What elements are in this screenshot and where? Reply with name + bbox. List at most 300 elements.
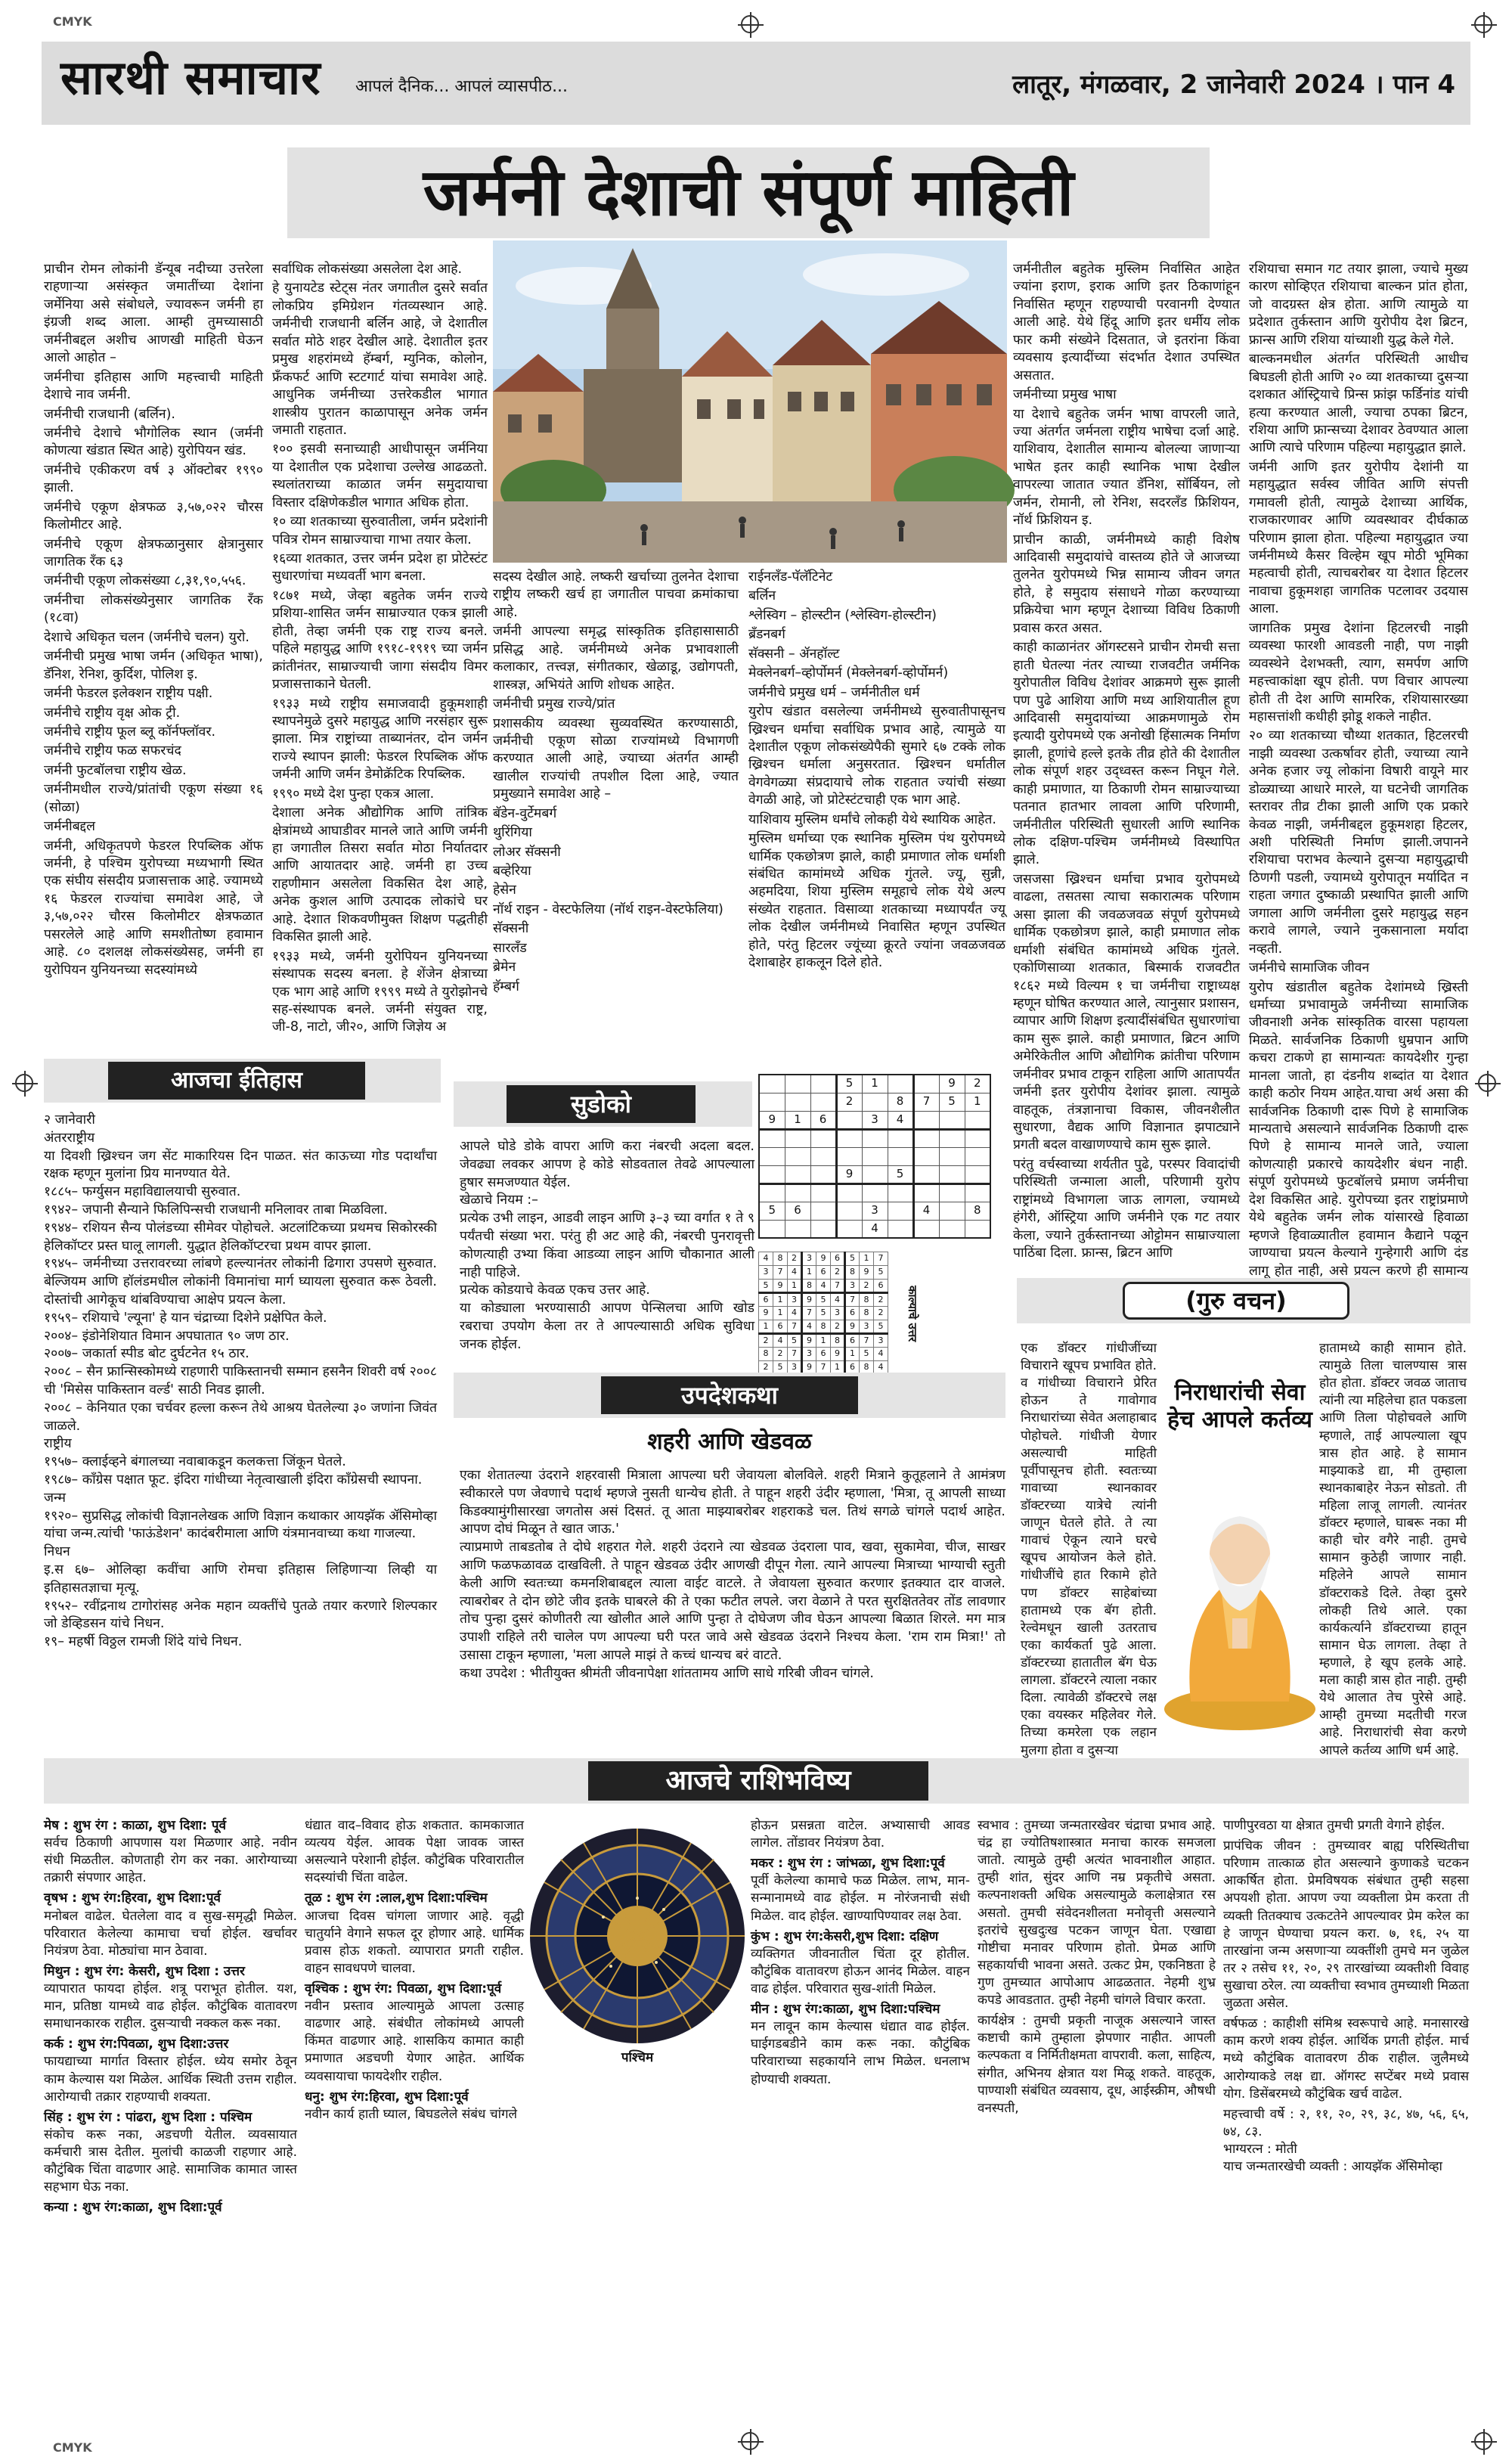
- paragraph: प्राचीन काळी, जर्मनीमध्ये काही विशेष आदिवासी समुदायांचे वास्तव्य होते जे आजच्या तुलनेत युरोपमध्ये भिन्न सामान्य जीवन जगत होते, हे समुदाय संसाधने गोळा करण्याच्या प्रक्रियेचा भाग म्हणून देशाच्या विविध ठिकाणी प्रवास करत असत.: [1013, 532, 1240, 636]
- sudoku-solution-cell: 6: [816, 1266, 831, 1280]
- sudoku-solution-cell: 2: [831, 1266, 845, 1280]
- sudoku-solution-cell: 8: [802, 1280, 816, 1293]
- sudoku-solution-cell: 3: [759, 1266, 773, 1280]
- sudoku-grid[interactable]: [758, 1074, 991, 1239]
- paragraph: १० व्या शतकाच्या सुरुवातीला, जर्मन प्रदेशांनी पवित्र रोमन साम्राज्याचा गाभा तयार केला.: [272, 514, 488, 548]
- paragraph: १९८७– काँग्रेस पक्षात फूट. इंदिरा गांधीच्या नेतृत्वाखाली इंदिरा काँग्रेसची स्थापना.: [44, 1472, 423, 1487]
- sudoku-cell[interactable]: [939, 1202, 965, 1220]
- rashi-sign: सिंह : शुभ रंग : पांढरा, शुभ दिशा : पश्चिम: [44, 2109, 253, 2125]
- sudoku-solution-cell: 7: [802, 1307, 816, 1320]
- sudoku-cell[interactable]: [759, 1147, 785, 1165]
- sudoku-solution-cell: 1: [845, 1348, 860, 1361]
- paragraph: निधन: [44, 1544, 70, 1560]
- paragraph: आपले घोडे डोके वापरा आणि करा नंबरची अदला बदल. जेवढ्या लवकर आपण हे कोडे सोडवताल तेवढे आपल्याला हुषार समजण्यात येईल.: [460, 1139, 754, 1190]
- paragraph: १९४४– रशियन सैन्य पोलंडच्या सीमेवर पोहोचले. अटलांटिकच्या प्रथमच सिकोरस्की हेलिकॉप्टर प्रस्त घालू लागली. युद्धात हेलिकॉप्टरचा प्रथम वापर झाला.: [44, 1220, 437, 1254]
- sudoku-solution-cell: 3: [802, 1348, 816, 1361]
- rashi-item: [305, 2089, 524, 2123]
- sudoku-cell[interactable]: [888, 1147, 913, 1165]
- sudoku-cell[interactable]: [965, 1111, 990, 1129]
- paragraph: मेक्लेनबर्ग–व्होर्पोमर्न (मेक्लेनबर्ग-व्होर्पोमर्न): [748, 665, 949, 681]
- sudoku-cell[interactable]: [785, 1165, 810, 1183]
- sudoku-solution-cell: 8: [816, 1320, 831, 1334]
- sudoku-solution-cell: 3: [788, 1361, 802, 1375]
- sudoku-cell[interactable]: [965, 1220, 990, 1238]
- paragraph: प्राचीन रोमन लोकांनी डॅन्यूब नदीच्या उत्तरेला राहणाऱ्या असंस्कृत जमातींच्या देशांना जर्मेनिया असे संबोधले, ज्यावरून जर्मनी हा इंग्रजी शब्द आला. आम्ही तुमच्यासाठी जर्मनीबद्दल अशीच आणखी माहिती घेऊन आलो आहोत –: [44, 262, 263, 366]
- sudoku-cell[interactable]: [810, 1093, 836, 1111]
- sudoku-cell[interactable]: [785, 1075, 810, 1093]
- sudoku-cell[interactable]: [836, 1220, 862, 1238]
- rashi-sign: कर्क : शुभ रंग:पिवळा, शुभ दिशा:उत्तर: [44, 2037, 229, 2052]
- paragraph: प्रशासकीय व्यवस्था सुव्यवस्थित करण्यासाठी, जर्मनीची एकूण सोळा राज्यांमध्ये विभागणी करण्यात आली आहे, ज्याच्या अंतर्गत आम्ही खालील राज्यांची तपशील दिला आहे, ज्यात प्रमुख्याने समावेश आहे –: [493, 715, 739, 802]
- sudoku-cell[interactable]: [810, 1165, 836, 1183]
- sudoku-solution-cell: 4: [831, 1293, 845, 1307]
- sudoku-cell[interactable]: [913, 1147, 939, 1165]
- sudoku-solution-cell: 1: [773, 1293, 788, 1307]
- paragraph: जर्मनी फेडरल इलेक्शन राष्ट्रीय पक्षी.: [44, 686, 213, 702]
- sudoku-solution-cell: 5: [816, 1307, 831, 1320]
- page-headline: जर्मनी देशाची संपूर्ण माहिती: [423, 155, 1074, 231]
- sudoku-cell[interactable]: [862, 1093, 888, 1111]
- paragraph: १९– महर्षी विठ्ठल रामजी शिंदे यांचे निधन.: [44, 1634, 243, 1650]
- sudoku-cell[interactable]: [759, 1220, 785, 1238]
- rashi-item: [44, 1890, 297, 1959]
- rashi-column-3: [751, 1817, 970, 2422]
- sudoku-cell[interactable]: 2: [965, 1075, 990, 1093]
- sudoku-cell[interactable]: 1: [965, 1093, 990, 1111]
- sudoku-cell[interactable]: [913, 1165, 939, 1183]
- sudoku-solution-cell: 6: [845, 1361, 860, 1375]
- guru-section: [1017, 1270, 1470, 1758]
- sudoku-cell[interactable]: [862, 1147, 888, 1165]
- paragraph: जर्मनीचे राष्ट्रीय फूल ब्लू कॉर्नफ्लॉवर.: [44, 724, 216, 740]
- paragraph: बर्लिन: [748, 588, 776, 604]
- sudoku-cell[interactable]: 3: [862, 1111, 888, 1129]
- sudoku-solution-cell: 6: [845, 1307, 860, 1320]
- sudoku-cell[interactable]: [759, 1165, 785, 1183]
- rashi-text: नवीन प्रस्ताव आल्यामुळे आपला उत्साह वाढणार आहे. संबंधीत लोकांमध्ये आपली किंमत वाढणार आहे. शासकिय कामात काही प्रमाणात अडचणी येणार आहेत. आर्थिक व्यवसायाचा फायदेशीर राहील.: [305, 1999, 524, 2084]
- masthead-title: सारथी समाचार: [60, 50, 321, 105]
- sage-illustration-icon: [1160, 1475, 1319, 1732]
- paragraph: सॅक्सनी – ॲनहॉल्ट: [748, 646, 840, 662]
- sudoku-cell[interactable]: [888, 1183, 913, 1202]
- rashi-birthday-career-cont: पाणीपुरवठा या क्षेत्रात तुमची प्रगती वेगाने होईल.: [1223, 1818, 1445, 1833]
- sudoku-cell[interactable]: 5: [939, 1093, 965, 1111]
- rashi-section: [44, 1758, 1469, 2424]
- article-column-2: [272, 261, 488, 1035]
- sudoku-cell[interactable]: 9: [759, 1111, 785, 1129]
- paragraph: जर्मनीची प्रमुख भाषा जर्मन (अधिकृत भाषा), डॅनिश, रेनिश, कुर्दिश, पोलिश इ.: [44, 649, 263, 682]
- sudoku-solution-cell: 1: [860, 1252, 874, 1266]
- sudoku-solution-cell: 9: [802, 1293, 816, 1307]
- sudoku-solution-cell: 7: [874, 1252, 888, 1266]
- sudoku-cell[interactable]: [939, 1129, 965, 1147]
- paragraph: हे युनायटेड स्टेट्स नंतर जगातील दुसरे सर्वात लोकप्रिय इमिग्रेशन गंतव्यस्थान आहे. जर्मनीची राजधानी बर्लिन आहे, जे देशातील सर्वात मोठे शहर देखील आहे. देशातील इतर प्रमुख शहरांमध्ये हॅम्बर्ग, म्युनिक, कोलोन, फ्रँकफर्ट आणि स्टटगार्ट यांचा समावेश आहे. आधुनिक जर्मनीच्या उत्तरेकडील भागात शास्त्रीय पुरातन काळापासून अनेक जर्मन जमाती राहतात.: [272, 281, 488, 438]
- sudoku-solution-cell: 4: [773, 1334, 788, 1348]
- sudoku-cell[interactable]: [862, 1165, 888, 1183]
- sudoku-cell[interactable]: [939, 1220, 965, 1238]
- sudoku-heading: सुडोको: [507, 1085, 696, 1123]
- sudoku-cell[interactable]: [939, 1147, 965, 1165]
- paragraph: एका शेतातल्या उंदराने शहरवासी मित्राला आपल्या घरी जेवायला बोलविले. शहरी मित्राने कुतूहलाने ते आमंत्रण स्वीकारले पण जेवणाचे पदार्थ म्हणजे नुसती धान्येच होती. ते पाहून शहरी उंदीर म्हणाला, 'मित्रा, तू आपली साध्या किडक्यामुंगीसारखा जगतोस असं दिसतं. तू आता माझ्याबरोबर शहराकडे चल. तिथं सगळे चांगले पदार्थ आहेत. आपण दोघं मिळून ते खात जाऊ.': [460, 1468, 1005, 1537]
- sudoku-cell[interactable]: [810, 1220, 836, 1238]
- paragraph: सॅक्सनी: [493, 921, 529, 937]
- paragraph: जर्मनीची प्रमुख राज्ये/प्रांत: [493, 696, 615, 712]
- sudoku-solution-cell: 8: [845, 1266, 860, 1280]
- paragraph: युरोप खंडात वसलेल्या जर्मनीमध्ये सुरुवातीपासूनच ख्रिश्चन धर्माचा सर्वाधिक प्रभाव आहे, त्यामुळे या देशातील एकूण लोकसंख्येपैकी सुमारे ६७ टक्के लोक ख्रिश्चन धर्माला अनुसरतात. ख्रिश्चन धर्मातील वेगवेगळ्या संप्रदायाचे लोक राहतात ज्यांची संख्या वेगळी आहे, जो प्रोटेस्टंटचाही एक भाग आहे.: [748, 704, 1005, 808]
- sudoku-cell[interactable]: 9: [836, 1165, 862, 1183]
- sudoku-solution-cell: 4: [788, 1266, 802, 1280]
- itihas-heading: आजचा ईतिहास: [108, 1062, 365, 1100]
- rashi-text: व्यापारात फायदा होईल. शत्रू पराभूत होतील. यश, मान, प्रतिष्ठा यामध्ये वाढ होईल. कौटुंबिक वातावरण समाधानकारक राहील. दुसऱ्याची नक्कल करू नका.: [44, 1981, 297, 2032]
- rashi-text: होऊन प्रसन्नता वाटेल. अभ्यासाची आवड लागेल. तोंडावर नियंत्रण ठेवा.: [751, 1818, 970, 1851]
- paragraph: या देशाचे बहुतेक जर्मन भाषा वापरली जाते, ज्या अंतर्गत जर्मनला राष्ट्रीय भाषेचा दर्जा आहे. याशिवाय, देशातील सामान्य बोलल्या जाणाऱ्या भाषेत इतर काही स्थानिक भाषा देखील वापरल्या जातात ज्यात डॅनिश, सॉर्बियन, लो जर्मन, रोमानी, लो रेनिश, सदरलँड फ्रिशियन, नॉर्थ फ्रिशियन इ.: [1013, 406, 1240, 529]
- sudoku-cell[interactable]: 6: [785, 1202, 810, 1220]
- sudoku-cell[interactable]: [939, 1183, 965, 1202]
- sudoku-solution-cell: 6: [759, 1293, 773, 1307]
- sudoku-solution-cell: 9: [831, 1348, 845, 1361]
- sudoku-solution-cell: 8: [831, 1334, 845, 1348]
- paragraph: नॉर्थ राइन - वेस्टफेलिया (नॉर्थ राइन-वेस्टफेलिया): [493, 901, 723, 917]
- paragraph: २० व्या शतकाच्या चौथ्या शतकात, हिटलरची नाझी व्यवस्था उत्कर्षावर होती, ज्याच्या त्याने अनेक हजार ज्यू लोकांना विषारी वायूने मार डोळ्याच्या आधारे मारले, या घटनेची जागतिक स्तरावर तीव्र टीका झाली आणि एक प्रकारे केवळ नाझी, जर्मनीबद्दल हुकूमशहा हिटलर, अशी परिस्थिती निर्माण झाली.जपानने रशियाचा पराभव केल्याने दुसऱ्या महायुद्धाची ठिणगी पडली, ज्यामध्ये युरोपातून मर्यादित न राहता जगात दुष्काळी प्रस्थापित झाली आणि जगाला आणि जर्मनीला दुसरे महायुद्ध सहन करावे लागले, ज्याने नुकसानाला मर्यादा नव्हती.: [1249, 728, 1468, 957]
- rashi-birthday-family: प्रापंचिक जीवन : तुमच्यावर बाह्य परिस्थितीचा परिणाम तात्काळ होत असल्याने कुणाकडे चटकन आकर्षित होता. प्रेमविषयक संबंधात तुम्ही सहसा अपयशी होता. आपण ज्या व्यक्तीला प्रेम करता ती व्यक्ती तितक्याच उत्कटतेने आपल्यावर प्रेम करेल का हे जाणून घेण्याचा प्रयत्न करा. ७, १६, २५ या तारखांना जन्म असणाऱ्या व्यक्तींशी तुमचे मन जुळेल तर २ तसेच ११, २०, २९ तारखांच्या व्यक्तीशी विवाह सुखाचा ठरेल. त्या व्यक्तीचा स्वभाव तुमच्याशी मिळता जुळता असेल.: [1223, 1838, 1469, 2012]
- sudoku-cell[interactable]: [836, 1202, 862, 1220]
- rashi-heading: आजचे राशिभविष्य: [588, 1761, 928, 1801]
- paragraph: जर्मनी आणि इतर युरोपीय देशांनी या महायुद्धात सर्वस्व जीवित आणि संपत्ती गमावली होती, त्यामुळे देशाच्या आर्थिक, राजकारणावर आणि व्यवस्थावर दीर्घकाळ परिणाम झाला होता. पहिल्या महायुद्धात ज्या जर्मनीमध्ये कैसर विल्हेम खूप मोठी भूमिका महत्वाची होती, त्याचबरोबर या देशात हिटलर नावाचा हुकूमशहा जागतिक पटलावर उदयास आला.: [1249, 459, 1468, 617]
- paragraph: जर्मनीची एकूण लोकसंख्या ८,३१,९०,५५६.: [44, 573, 246, 589]
- sudoku-solution-cell: 3: [860, 1320, 874, 1334]
- sudoku-cell[interactable]: [785, 1147, 810, 1165]
- rashi-text: फायद्याच्या मार्गात विस्तार होईल. ध्येय समोर ठेवून काम केल्यास यश मिळेल. आर्थिक स्थिती उत्तम राहील. आरोग्याची तक्रार राहण्याची शक्यता.: [44, 2054, 297, 2105]
- sudoku-solution-cell: 6: [816, 1348, 831, 1361]
- sudoku-cell[interactable]: [836, 1129, 862, 1147]
- paragraph: १८८५– फर्ग्युसन महाविद्यालयाची सुरुवात.: [44, 1184, 241, 1200]
- sudoku-solution-cell: 5: [816, 1293, 831, 1307]
- sudoku-answer-label: काल्याचे उत्तर: [905, 1286, 919, 1342]
- paragraph: बॅडेन-वुर्टेमबर्ग: [493, 805, 557, 821]
- sudoku-cell[interactable]: [888, 1220, 913, 1238]
- rashi-text: मन लावून काम केल्यास धंद्यात वाढ होईल. घाईगडबडीने काम करू नका. कौटुंबिक परिवाराच्या सहकार्याने लाभ मिळेल. धनलाभ होण्याची शक्यता.: [751, 2019, 970, 2087]
- rashi-birthday-career: कार्यक्षेत्र : तुमची प्रकृती नाजूक असल्याने जास्त कष्टाची कामे तुम्हाला झेपणार नाहीत. आपली कल्पकता व निर्मितीक्षमता वापरावी. कला, साहित्य, संगीत, अभिनय क्षेत्रात यश मिळू शकते. वाहतूक, पाण्याशी संबंधित व्यवसाय, दूध, आईस्क्रीम, औषधी वनस्पती,: [978, 2013, 1216, 2116]
- sudoku-cell[interactable]: [965, 1183, 990, 1202]
- sudoku-solution-cell: 5: [860, 1348, 874, 1361]
- paragraph: जर्मनीचे एकीकरण वर्ष ३ ऑक्टोबर १९९० झाली.: [44, 462, 263, 496]
- sudoku-solution-cell: 5: [874, 1320, 888, 1334]
- sudoku-solution-cell: 5: [874, 1266, 888, 1280]
- rashi-text: मनोबल वाढेल. घेतलेला वाद व सुख-समृद्धी मिळेल. परिवारात केलेल्या कामाचा चर्चा होईल. खर्चावर नियंत्रण ठेवा. मोठ्यांचा मान ठेवावा.: [44, 1908, 297, 1959]
- paragraph: जर्मनीचे देशाचे भौगोलिक स्थान (जर्मनी कोणत्या खंडात स्थित आहे) युरोपियन खंड.: [44, 425, 263, 459]
- rashi-birthday-nature: स्वभाव : तुमच्या जन्मतारखेवर चंद्राचा प्रभाव आहे. चंद्र हा ज्योतिषशास्त्रात मनाचा कारक समजला जातो. त्यामुळे तुम्ही अत्यंत भावनाशील आहात. तुम्ही शांत, सुंदर आणि नम्र प्रकृतीचे असता. कल्पनाशक्ती अधिक असल्यामुळे कलाक्षेत्रात रस असतो. तुमची संवेदनशीलता मनोवृत्ती असल्याने इतरांचे सुखदुःख पटकन जाणून घेता. एखाद्या गोष्टीचा मनावर परिणाम होतो. प्रेमळ आणि सहकार्याची भावना असते. उत्कट प्रेम, एकनिष्ठता हे गुण तुमच्यात आपोआप आढळतात. नेहमी शुभ्र कपडे आवडतात. तुम्ही नेहमी चांगले विचार करता.: [978, 1818, 1216, 2009]
- paragraph: देशाचे अधिकृत चलन (जर्मनीचे चलन) युरो.: [44, 629, 249, 645]
- sudoku-solution-cell: 7: [788, 1320, 802, 1334]
- rashi-item: [44, 2199, 297, 2216]
- sudoku-cell[interactable]: [785, 1183, 810, 1202]
- upadesh-body: [460, 1467, 1005, 1732]
- sudoku-solution-cell: 2: [759, 1361, 773, 1375]
- rashi-column-1: [44, 1817, 297, 2422]
- sudoku-solution-cell: 1: [759, 1320, 773, 1334]
- paragraph: २००७– जकार्ता स्पीड बोट दुर्घटनेत १५ ठार.: [44, 1346, 249, 1362]
- sudoku-solution-cell: 6: [831, 1252, 845, 1266]
- sudoku-solution-cell: 1: [816, 1334, 831, 1348]
- paragraph: १६व्या शतकात, उत्तर जर्मन प्रदेश हा प्रोटेस्टंट सुधारणांचा मध्यवर्ती भाग बनला.: [272, 551, 488, 585]
- sudoku-solution-cell: 3: [845, 1280, 860, 1293]
- paragraph: अंतरराष्ट्रीय: [44, 1130, 95, 1146]
- sudoku-solution-cell: 9: [845, 1320, 860, 1334]
- rashi-item: [751, 1928, 970, 1998]
- sudoku-solution-cell: 2: [831, 1320, 845, 1334]
- masthead-dateline: लातूर, मंगळवार, 2 जानेवारी 2024 । पान 4: [1012, 70, 1455, 100]
- paragraph: ब्रँडनबर्ग: [748, 627, 785, 643]
- paragraph: १९९० मध्ये देश पुन्हा एकत्र आला.: [272, 786, 435, 802]
- rashi-column-4: [978, 1817, 1216, 2422]
- sudoku-cell[interactable]: [810, 1202, 836, 1220]
- sudoku-solution-cell: 4: [802, 1320, 816, 1334]
- paragraph: जर्मनीबद्दल: [44, 819, 96, 835]
- paragraph: बाल्कनमधील अंतर्गत परिस्थिती आधीच बिघडली होती आणि २० व्या शतकाच्या दुसऱ्या दशकात ऑस्ट्रियाचे प्रिन्स फ्रांझ फर्डिनांड यांची हत्या करण्यात आली, ज्याचा ठपका ब्रिटन, रशिया आणि फ्रान्सच्या देशावर ठेवण्यात आला आणि त्याचे परिणाम पहिल्या महायुद्धात झाले.: [1249, 352, 1468, 456]
- sudoku-cell[interactable]: 1: [785, 1111, 810, 1129]
- sudoku-cell[interactable]: [836, 1111, 862, 1129]
- rashi-item: [44, 2036, 297, 2105]
- sudoku-solution-cell: 9: [802, 1334, 816, 1348]
- sudoku-cell[interactable]: [810, 1075, 836, 1093]
- rashi-birthday-person: याच जन्मतारखेची व्यक्ती : आयझॅक ॲसिमोव्हा: [1223, 2159, 1442, 2175]
- sudoku-solution-cell: 6: [874, 1280, 888, 1293]
- sudoku-solution-grid: [758, 1252, 888, 1375]
- paragraph: १८७१ मध्ये, जेव्हा बहुतेक जर्मन राज्ये प्रशिया-शासित जर्मन साम्राज्यात एकत्र झाली होती, तेव्हा जर्मनी एक राष्ट्र राज्य बनले. पहिले महायुद्ध आणि १९१८-१९१९ च्या जर्मन क्रांतीनंतर, साम्राज्याची जागा संसदीय विमर प्रजासत्ताकाने घेतली.: [272, 588, 488, 693]
- sudoku-cell[interactable]: [888, 1075, 913, 1093]
- sudoku-solution-cell: 4: [874, 1348, 888, 1361]
- paragraph: या कोड्याला भरण्यासाठी आपण पेन्सिलचा आणि खोड रबराचा उपयोग केला तर ते आपल्यासाठी अधिक सुविधा जनक होईल.: [460, 1301, 754, 1352]
- rashi-item: [305, 1817, 524, 1887]
- sudoku-cell[interactable]: 6: [810, 1111, 836, 1129]
- sudoku-cell[interactable]: [913, 1111, 939, 1129]
- paragraph: राष्ट्रीय: [44, 1436, 72, 1452]
- paragraph: जागतिक प्रमुख देशांना हिटलरची नाझी व्यवस्था फारशी आवडली नाही, पण नाझी व्यवस्थेने देशभक्ती, त्याग, समर्पण आणि महत्त्वाकांक्षा खूप होती. पण विचार आपल्या होती ती देश आणि सामरिक, रशियासारख्या महासत्तांशी कधीही झोडू शकले नाहीत.: [1249, 620, 1468, 724]
- zodiac-wheel-label: पश्चिम: [621, 2050, 654, 2065]
- paragraph: हॅम्बर्ग: [493, 979, 519, 994]
- sudoku-cell[interactable]: [913, 1220, 939, 1238]
- sudoku-solution-cell: 5: [845, 1252, 860, 1266]
- rashi-sign: मीन : शुभ रंग:काळा, शुभ दिशा:पश्चिम: [751, 2002, 940, 2018]
- sudoku-solution-cell: 7: [773, 1266, 788, 1280]
- sudoku-cell[interactable]: [836, 1183, 862, 1202]
- sudoku-solution-cell: 7: [831, 1280, 845, 1293]
- sudoku-cell[interactable]: [785, 1220, 810, 1238]
- paragraph: बव्हेरिया: [493, 864, 531, 879]
- paragraph: १९३३ मध्ये, जर्मनी युरोपियन युनियनच्या संस्थापक सदस्य बनला. हे शेंजेन क्षेत्राच्या एक भाग आहे आणि १९९९ मध्ये ते युरोझोनचे सह-संस्थापक बनले. जर्मनी संयुक्त राष्ट्र, जी-8, नाटो, जी२०, आणि जिज्ञेय अ: [272, 948, 488, 1035]
- paragraph: काही काळानंतर ऑगस्टसने प्राचीन रोमची सत्ता हाती घेतल्या नंतर त्याच्या राजवटीत जर्मनिक युरोपातील विविध देशांवर आक्रमणे सुरू झाली पण पुढे आशिया आणि मध्य आशियातील हूण आदिवासी समुदायांच्या आक्रमणामुळे रोम इत्यादी युरोपमध्ये एक अनोखी हिंसात्मक निर्माण झाली, हूणांचे हल्ले इतके तीव्र होते की देशातील लोक संपूर्ण शहर उद्ध्वस्त करून निघून गेले. काही प्रमाणात, या ठिकाणी रोमन साम्राज्याच्या पतनात हातभार लावला आणि परिणामी, जर्मनीतील परिस्थिती सुधारली आणि स्थानिक लोक दक्षिण-पश्चिम जर्मनीमध्ये विस्थापित झाले.: [1013, 640, 1240, 868]
- sudoku-cell[interactable]: [759, 1129, 785, 1147]
- sudoku-solution-cell: 8: [860, 1293, 874, 1307]
- sudoku-cell[interactable]: 2: [836, 1093, 862, 1111]
- sudoku-cell[interactable]: [913, 1183, 939, 1202]
- paragraph: १९५२– रवींद्रनाथ टागोरांसह अनेक महान व्यक्तींचे पुतळे तयार करणारे शिल्पकार जो डेव्हिडसन यांचे निधन.: [44, 1598, 437, 1632]
- rashi-sign: मिथुन : शुभ रंग: केसरी, शुभ दिशा : उत्तर: [44, 1963, 245, 1979]
- sudoku-solution-cell: 4: [788, 1307, 802, 1320]
- guru-body-left: एक डॉक्टर गांधीजींच्या विचाराने खूपच प्रभावित होते. व गांधीच्या विचाराने प्रेरित होऊन ते गावोगाव निराधारांच्या सेवेत अलाहाबाद पोहोचले. गांधीजी येणार असल्याची माहिती पूर्वीपासूनच होती. स्वतःच्या गावाच्या स्थानकावर डॉक्टरच्या यात्रेचे त्यांनी जाणून घेतले होते. ते त्या गावाचं ऐकून त्याने घरचे खूपच आयोजन केले होते. गांधीजींचे हात रिकामे होते पण डॉक्टर साहेबांच्या हातामध्ये एक बॅग होती. रेल्वेमधून खाली उतरताच एका कार्यकर्ता पुढे आला. डॉक्टरच्या हातातील बॅग घेऊ लागला. डॉक्टरने त्याला नकार दिला. त्यावेळी डॉक्टरचे लक्ष एका वयस्कर महिलेवर गेले. तिच्या कमरेला एक लहान मुलगा होता व दुसऱ्या: [1021, 1341, 1157, 1758]
- sudoku-cell[interactable]: [913, 1129, 939, 1147]
- paragraph: त्याप्रमाणे ताबडतोब ते दोघे शहरात गेले. शहरी उंदराने त्या खेडवळ उंदराला पाव, खवा, सुकामेवा, चीज, साखर आणि फळफळावळ दाखविली. ते पाहून खेडवळ उंदीर आणखी दीपून गेला. त्याने आपल्या मित्राच्या भाग्याची स्तुती केली आणि स्वतःच्या कमनशिबाबद्दल त्याला वाईट वाटले. ते जेवायला सुरुवात करणार इतक्यात दार वाजले. त्याबरोबर ते दोन छोटे जीव इतके घाबरले की ते एका फटीत लपले. जरा वेळाने ते परत सुरक्षिततेवर तोंड लावणार तोच पुन्हा दुसरं कोणीतरी त्या खोलीत आले आणि पुन्हा ते दोघेजण जीव घेऊन आपल्या बिळात शिरले. मग मात्र उपाशी राहिले तरी चालेल पण आपल्या घरी परत जावे असे खेडवळ उंदराने निश्चय केला. 'राम राम मित्रा!' तो उसासा टाकून म्हणाला, 'मला आपले माझं ते कच्चं धान्यच बरं वाटते.: [460, 1540, 1005, 1663]
- sudoku-cell[interactable]: 8: [965, 1202, 990, 1220]
- rashi-sign: तूळ : शुभ रंग :लाल,शुभ दिशा:पश्चिम: [305, 1891, 488, 1906]
- sudoku-cell[interactable]: 9: [939, 1075, 965, 1093]
- sudoku-solution-cell: 7: [816, 1361, 831, 1375]
- paragraph: जसजसा ख्रिश्चन धर्माचा प्रभाव युरोपमध्ये वाढला, तसतसा त्याचा सकारात्मक परिणाम असा झाला की जवळजवळ संपूर्ण युरोपमध्ये धार्मिक एकछोत्रण झाले, काही प्रमाणात लोक धर्माशी संबंधित कामांमध्ये अधिक गुंतले. एकोणिसाव्या शतकात, बिस्मार्क राजवटीत १८६२ मध्ये विल्यम १ चा जर्मनीचा राष्ट्राध्यक्ष म्हणून घोषित करण्यात आले, त्यानुसार प्रशासन, व्यापार आणि शिक्षण इत्यादींसंबंधित सुधारणांचा काम सुरू झाले. काही प्रमाणात, ब्रिटन आणि अमेरिकेतील आणि औद्योगिक क्रांतीचा परिणाम जर्मनीवर प्रभाव टाकून राहिला आणि आतापर्यंत जर्मनी इतर युरोपीय देशांवर झाला. त्यामुळे वाहतूक, तंत्रज्ञानाचा विकास, जीवनशैलीत सुधारणा, वैद्यक आणि विज्ञानात झपाट्याने प्रगती बदल वाखाणण्याचे काम सुरू झाले.: [1013, 871, 1240, 1153]
- paragraph: १९२०– सुप्रसिद्ध लोकांची विज्ञानलेखक आणि विज्ञान कथाकार आयझॅक ॲसिमोव्हा यांचा जन्म.त्यांची 'फाऊंडेशन' कादंबरीमाला आणि यंत्रमानवाच्या कथा गाजल्या.: [44, 1508, 437, 1542]
- cmyk-mark-top: CMYK: [53, 14, 92, 29]
- paragraph: खेळाचे नियम :–: [460, 1193, 538, 1208]
- rashi-sign: वृषभ : शुभ रंग:हिरवा, शुभ दिशा:पूर्व: [44, 1891, 221, 1906]
- sudoku-cell[interactable]: [836, 1147, 862, 1165]
- article-column-6: [1249, 261, 1468, 1279]
- paragraph: सर्वाधिक लोकसंख्या असलेला देश आहे.: [272, 262, 463, 277]
- paragraph: १९५९– रशियाचे 'ल्यूना' हे यान चंद्राच्या दिशेने प्रक्षेपित केले.: [44, 1310, 327, 1326]
- sudoku-cell[interactable]: [862, 1129, 888, 1147]
- sudoku-solution-cell: 9: [860, 1266, 874, 1280]
- sudoku-cell[interactable]: [965, 1129, 990, 1147]
- sudoku-cell[interactable]: 5: [888, 1165, 913, 1183]
- paragraph: कथा उपदेश : भीतीयुक्त श्रीमंती जीवनापेक्षा शांततामय आणि साधे गरिबी जीवन चांगले.: [460, 1665, 874, 1681]
- paragraph: सदस्य देखील आहे. लष्करी खर्चाच्या तुलनेत देशाचा राष्ट्रीय लष्करी खर्च हा जगातील पाचवा क्रमांकाचा आहे.: [493, 569, 739, 620]
- sudoku-cell[interactable]: [810, 1147, 836, 1165]
- sudoku-cell[interactable]: 8: [888, 1093, 913, 1111]
- sudoku-cell[interactable]: [810, 1129, 836, 1147]
- masthead-tagline: आपलं दैनिक... आपलं व्यासपीठ...: [355, 77, 569, 96]
- zodiac-wheel-icon: [528, 1826, 747, 2046]
- sudoku-solution-cell: 4: [874, 1361, 888, 1375]
- sudoku-solution-cell: 5: [788, 1334, 802, 1348]
- sudoku-cell[interactable]: 4: [862, 1220, 888, 1238]
- sudoku-solution-cell: 8: [759, 1348, 773, 1361]
- sudoku-cell[interactable]: [888, 1129, 913, 1147]
- paragraph: याशिवाय मुस्लिम धर्मांचे लोकही येथे स्थायिक आहेत.: [748, 811, 996, 827]
- paragraph: १९४५– जर्मनीच्या उत्तरावरच्या लांबणे हल्ल्यानंतर लोकांनी ढिगारा उपसणे सुरुवात. बेल्जियम आणि हॉलंडमधील लोकांनी विमानांचा मार्ग घ्यायला सुरुवात करू ठेवली. दोस्तांची आगेकूच थांबविण्याचा आक्षेप प्रयत्न केला.: [44, 1256, 437, 1308]
- rashi-text: सर्वच ठिकाणी आपणास यश मिळणार आहे. नवीन संधी मिळतील. कोणताही रोग कर नका. आरोग्याच्या तक्रारी संपणार आहेत.: [44, 1835, 297, 1886]
- sudoku-cell[interactable]: [785, 1093, 810, 1111]
- sudoku-cell[interactable]: 4: [913, 1202, 939, 1220]
- rashi-sign: मकर : शुभ रंग : जांभळा, शुभ दिशा:पूर्व: [751, 1856, 945, 1872]
- rashi-item: [751, 1855, 970, 1925]
- article-column-5: [1013, 261, 1240, 1261]
- guru-body-right: हातामध्ये काही सामान होते. त्यामुळे तिला चालण्यास त्रास होत होता. डॉक्टर जवळ जाताच त्यांनी त्या महिलेचा हात पकडला आणि तिला पोहोचवले आणि म्हणाले, ताई आपल्याला खूप त्रास होत आहे. हे सामान माझ्याकडे द्या, मी तुम्हाला स्थानकाबाहेर नेऊन सोडतो. ती महिला लाजू लागली. त्यानंतर डॉक्टर म्हणाले, घाबरू नका मी काही चोर वगैरे नाही. तुमचे सामान कुठेही जाणार नाही. महिलेने आपले सामान डॉक्टराकडे दिले. तेव्हा दुसरे लोकही तिथे आले. एका कार्यकर्त्याने डॉक्टराच्या हातून सामान घेऊ लागला. तेव्हा ते म्हणाले, हे खूप हलके आहे. मला काही त्रास होत नाही. तुम्ही येथे आलात तेच पुरेसे आहे. आम्ही तुमच्या मदतीची गरज आहे. निराधारांची सेवा करणे आपले कर्तव्य आणि धर्म आहे.: [1319, 1341, 1467, 1758]
- sudoku-cell[interactable]: [759, 1093, 785, 1111]
- rashi-birthday-year: वर्षफळ : काहीशी संमिश्र स्वरूपाचे आहे. मनासारखे काम करणे शक्य होईल. आर्थिक प्रगती होईल. मार्च मध्ये कौटुंबिक वातावरण ठीक राहील. जुलैमध्ये आरोग्याकडे लक्ष द्या. ऑगस्ट सप्टेंबर मध्ये प्रवास योग. डिसेंबरमध्ये कौटुंबिक खर्च वाढेल.: [1223, 2016, 1469, 2102]
- sudoku-solution-cell: 8: [860, 1307, 874, 1320]
- paragraph: परंतु वर्चस्वाच्या शर्यतीत पुढे, परस्पर विवादांची परिस्थिती जन्माला आली, परिणामी युरोप राष्ट्रांमध्ये विभागला जाऊ लागला, ज्यामध्ये हंगेरी, ऑस्ट्रिया आणि जर्मनीने एक गट तयार केला, ज्याने तुर्कस्तानच्या ओट्टोमन साम्राज्याला पाठिंबा दिला. फ्रान्स, ब्रिटन आणि: [1013, 1156, 1240, 1261]
- sudoku-solution-cell: 4: [816, 1280, 831, 1293]
- sudoku-cell[interactable]: [965, 1147, 990, 1165]
- paragraph: लोअर सॅक्सनी: [493, 844, 561, 860]
- paragraph: १९३३ मध्ये राष्ट्रीय समाजवादी हुकूमशाही स्थापनेमुळे दुसरे महायुद्ध आणि नरसंहार सुरू झाला. मित्र राष्ट्रांच्या ताब्यानंतर, दोन जर्मन राज्ये स्थापन झाली: फेडरल रिपब्लिक ऑफ जर्मनी आणि जर्मन डेमोक्रॅटिक रिपब्लिक.: [272, 696, 488, 783]
- paragraph: रशियाचा समान गट तयार झाला, ज्याचे मुख्य कारण सोव्हिएत रशियाचा बाल्कन प्रांत होता, जो वादग्रस्त क्षेत्र होता. आणि त्यामुळे या प्रदेशात तुर्कस्तान आणि युरोपीय देश ब्रिटन, फ्रान्स आणि रशिया यांच्याशी युद्ध केले गेले.: [1249, 262, 1468, 348]
- sudoku-solution-cell: 7: [788, 1348, 802, 1361]
- sudoku-solution-cell: 7: [860, 1334, 874, 1348]
- registration-mark-icon: [741, 2432, 759, 2450]
- sudoku-cell[interactable]: [939, 1111, 965, 1129]
- sudoku-solution-cell: 8: [860, 1361, 874, 1375]
- sudoku-cell[interactable]: [913, 1075, 939, 1093]
- paragraph: २००४– इंडोनेशियात विमान अपघातात ९० जण ठार.: [44, 1328, 290, 1344]
- sudoku-cell[interactable]: 5: [836, 1075, 862, 1093]
- paragraph: प्रत्येक उभी लाइन, आडवी लाइन आणि ३–३ च्या वर्गात १ ते ९ पर्यंतची संख्या भरा. परंतु ही अट आहे की, नंबरची पुनरावृत्ती कोणत्याही उभ्या किंवा आडव्या लाइन आणि चौकानात आली नाही पाहिजे.: [460, 1211, 754, 1280]
- sudoku-cell[interactable]: [965, 1165, 990, 1183]
- sudoku-solution-cell: 2: [788, 1252, 802, 1266]
- rashi-item: [44, 2109, 297, 2197]
- rashi-sign: कन्या : शुभ रंग:काळा, शुभ दिशा:पूर्व: [44, 2200, 222, 2216]
- paragraph: जर्मनीचे सामाजिक जीवन: [1249, 960, 1370, 976]
- sudoku-solution-cell: 9: [759, 1307, 773, 1320]
- sudoku-solution-cell: 1: [788, 1280, 802, 1293]
- cmyk-mark-bottom: CMYK: [53, 2440, 92, 2455]
- sudoku-solution-cell: 3: [802, 1252, 816, 1266]
- sudoku-cell[interactable]: [939, 1165, 965, 1183]
- paragraph: श्लेस्विग – होल्स्टीन (श्लेस्विग-होल्स्टीन): [748, 607, 937, 623]
- paragraph: १९५७– क्लाईव्हने बंगालच्या नवाबाकडून कलकत्ता जिंकून घेतले.: [44, 1454, 346, 1470]
- sudoku-cell[interactable]: [862, 1183, 888, 1202]
- paragraph: जर्मनीचे राष्ट्रीय वृक्ष ओक ट्री.: [44, 705, 181, 721]
- sudoku-solution-cell: 3: [874, 1334, 888, 1348]
- sudoku-cell[interactable]: 7: [913, 1093, 939, 1111]
- sudoku-solution-cell: 9: [773, 1280, 788, 1293]
- paragraph: जर्मनीच्या प्रमुख भाषा: [1013, 387, 1117, 403]
- sudoku-solution-cell: 1: [773, 1307, 788, 1320]
- sudoku-cell[interactable]: 5: [759, 1202, 785, 1220]
- sudoku-solution-cell: 3: [788, 1293, 802, 1307]
- paragraph: हेसेन: [493, 883, 516, 898]
- sudoku-cell[interactable]: [785, 1129, 810, 1147]
- sudoku-solution-cell: 5: [759, 1280, 773, 1293]
- sudoku-solution-cell: 3: [831, 1307, 845, 1320]
- sudoku-cell[interactable]: [759, 1183, 785, 1202]
- registration-mark-icon: [741, 15, 759, 33]
- paragraph: जर्मनी, अधिकृतपणे फेडरल रिपब्लिक ऑफ जर्मनी, हे पश्चिम युरोपच्या मध्यभागी स्थित एक संघीय संसदीय प्रजासत्ताक आहे. ज्यामध्ये १६ फेडरल राज्यांचा समावेश आहे, जे ३,५७,०२२ चौरस किलोमीटर क्षेत्रफळात पसरलेले आहे आणि समशीतोष्ण हवामान आहे. ८० दशलक्ष लोकसंख्येसह, जर्मनी हा युरोपियन युनियनच्या सदस्यांमध्ये: [44, 838, 263, 978]
- upadesh-heading: उपदेशकथा: [601, 1376, 858, 1414]
- sudoku-cell[interactable]: [759, 1075, 785, 1093]
- sudoku-cell[interactable]: 1: [862, 1075, 888, 1093]
- rashi-sign: वृश्चिक : शुभ रंग: पिवळा, शुभ दिशा:पूर्व: [305, 1981, 502, 1996]
- paragraph: थुरिंगिया: [493, 825, 532, 841]
- rashi-text: संकोच करू नका, अडचणी येतील. व्यवसायात कर्मचारी त्रास देतील. मुलांची काळजी राहणार आहे. कौटुंबिक चिंता वाढणार आहे. सामाजिक कामात जास्त सहभाग घेऊ नका.: [44, 2127, 297, 2195]
- registration-mark-icon: [1474, 15, 1492, 33]
- paragraph: २ जानेवारी: [44, 1112, 95, 1128]
- article-column-3: [493, 569, 739, 1060]
- article-column-4: [748, 569, 1005, 1060]
- sudoku-solution-cell: 2: [759, 1334, 773, 1348]
- paragraph: जन्म: [44, 1490, 67, 1506]
- paragraph: या दिवशी ख्रिश्चन जग सेंट माकारियस दिन पाळत. संत काऊच्या गोड पदार्थांचा रक्षक म्हणून मुलांना प्रिय मानण्यात येते.: [44, 1148, 437, 1182]
- paragraph: युरोप खंडातील बहुतेक देशांमध्ये ख्रिस्ती धर्माच्या प्रभावामुळे जर्मनीच्या सामाजिक जीवनाशी अनेक सांस्कृतिक वारसा पहायला मिळते. सार्वजनिक ठिकाणी धुम्रपान आणि कचरा टाकणे हा सामान्यतः कायदेशीर गुन्हा मानला जातो, हा दंडनीय शब्दांत या देशात काही कठोर नियम आहेत.याचा अर्थ असा की सार्वजनिक ठिकाणी दारू पिणे हे सामाजिक मान्यताचे असल्याने सार्वजनिक ठिकाणी दारू पिणे हे सामान्य मानले जाते, ज्याला कोणत्याही प्रकारचे कायदेशीर बंधन नाही. संपूर्ण युरोपमध्ये फुटबॉलचे प्रमाण जर्मनीचा देश विकसित आहे. युरोपच्या इतर राष्ट्रांप्रमाणे येथे बहुतेक जर्मन लोक यांसारखे हिवाळा म्हणजे हिवाळ्यातील हवामान कैद्याने पळून जाण्याचा प्रयत्न केल्याने गुन्हेगारी आणि दंड लागू होत नाही, असे प्रयत्न करणे ही सामान्य: [1249, 979, 1468, 1279]
- rashi-text: पूर्वी केलेल्या कामाचे फळ मिळेल. लाभ, मान-सन्मानामध्ये वाढ होईल. म नोरंजनाची संधी मिळेल. वाद होईल. खाण्यापिण्यावर लक्ष ठेवा.: [751, 1873, 970, 1924]
- rashi-column-5: [1223, 1817, 1469, 2422]
- rashi-birthday-gem: भाग्यरत्न : मोती: [1223, 2141, 1297, 2157]
- sudoku-solution-cell: 9: [802, 1361, 816, 1375]
- paragraph: जर्मनीचे एकूण क्षेत्रफळ ३,५७,०२२ चौरस किलोमीटर आहे.: [44, 499, 263, 533]
- paragraph: जर्मनी फुटबॉलचा राष्ट्रीय खेळ.: [44, 762, 187, 778]
- sudoku-cell[interactable]: 4: [888, 1111, 913, 1129]
- rashi-text: आजचा दिवस चांगला जाणार आहे. वृद्धी चातुर्याने वेगाने सफल दूर होणार आहे. धार्मिक प्रवास होऊ शकतो. व्यापारात प्रगती राहील. वाहन सावधपणे चालवा.: [305, 1908, 524, 1976]
- sudoku-solution-cell: 5: [773, 1361, 788, 1375]
- rashi-item: [751, 1817, 970, 1852]
- sudoku-cell[interactable]: [810, 1183, 836, 1202]
- sudoku-solution-cell: 2: [860, 1280, 874, 1293]
- sudoku-cell[interactable]: 3: [862, 1202, 888, 1220]
- registration-mark-icon: [1474, 2432, 1492, 2450]
- sudoku-cell[interactable]: [888, 1202, 913, 1220]
- sudoku-solution-cell: 7: [845, 1293, 860, 1307]
- paragraph: जर्मनीचा लोकसंख्येनुसार जागतिक रँक (१८वा): [44, 592, 263, 626]
- paragraph: १९४२– जपानी सैन्याने फिलिपिन्सची राजधानी मनिलावर ताबा मिळविला.: [44, 1202, 388, 1218]
- rashi-birthday-years: महत्त्वाची वर्षे : २, ११, २०, २९, ३८, ४७, ५६, ६५, ७४, ८३.: [1223, 2106, 1469, 2139]
